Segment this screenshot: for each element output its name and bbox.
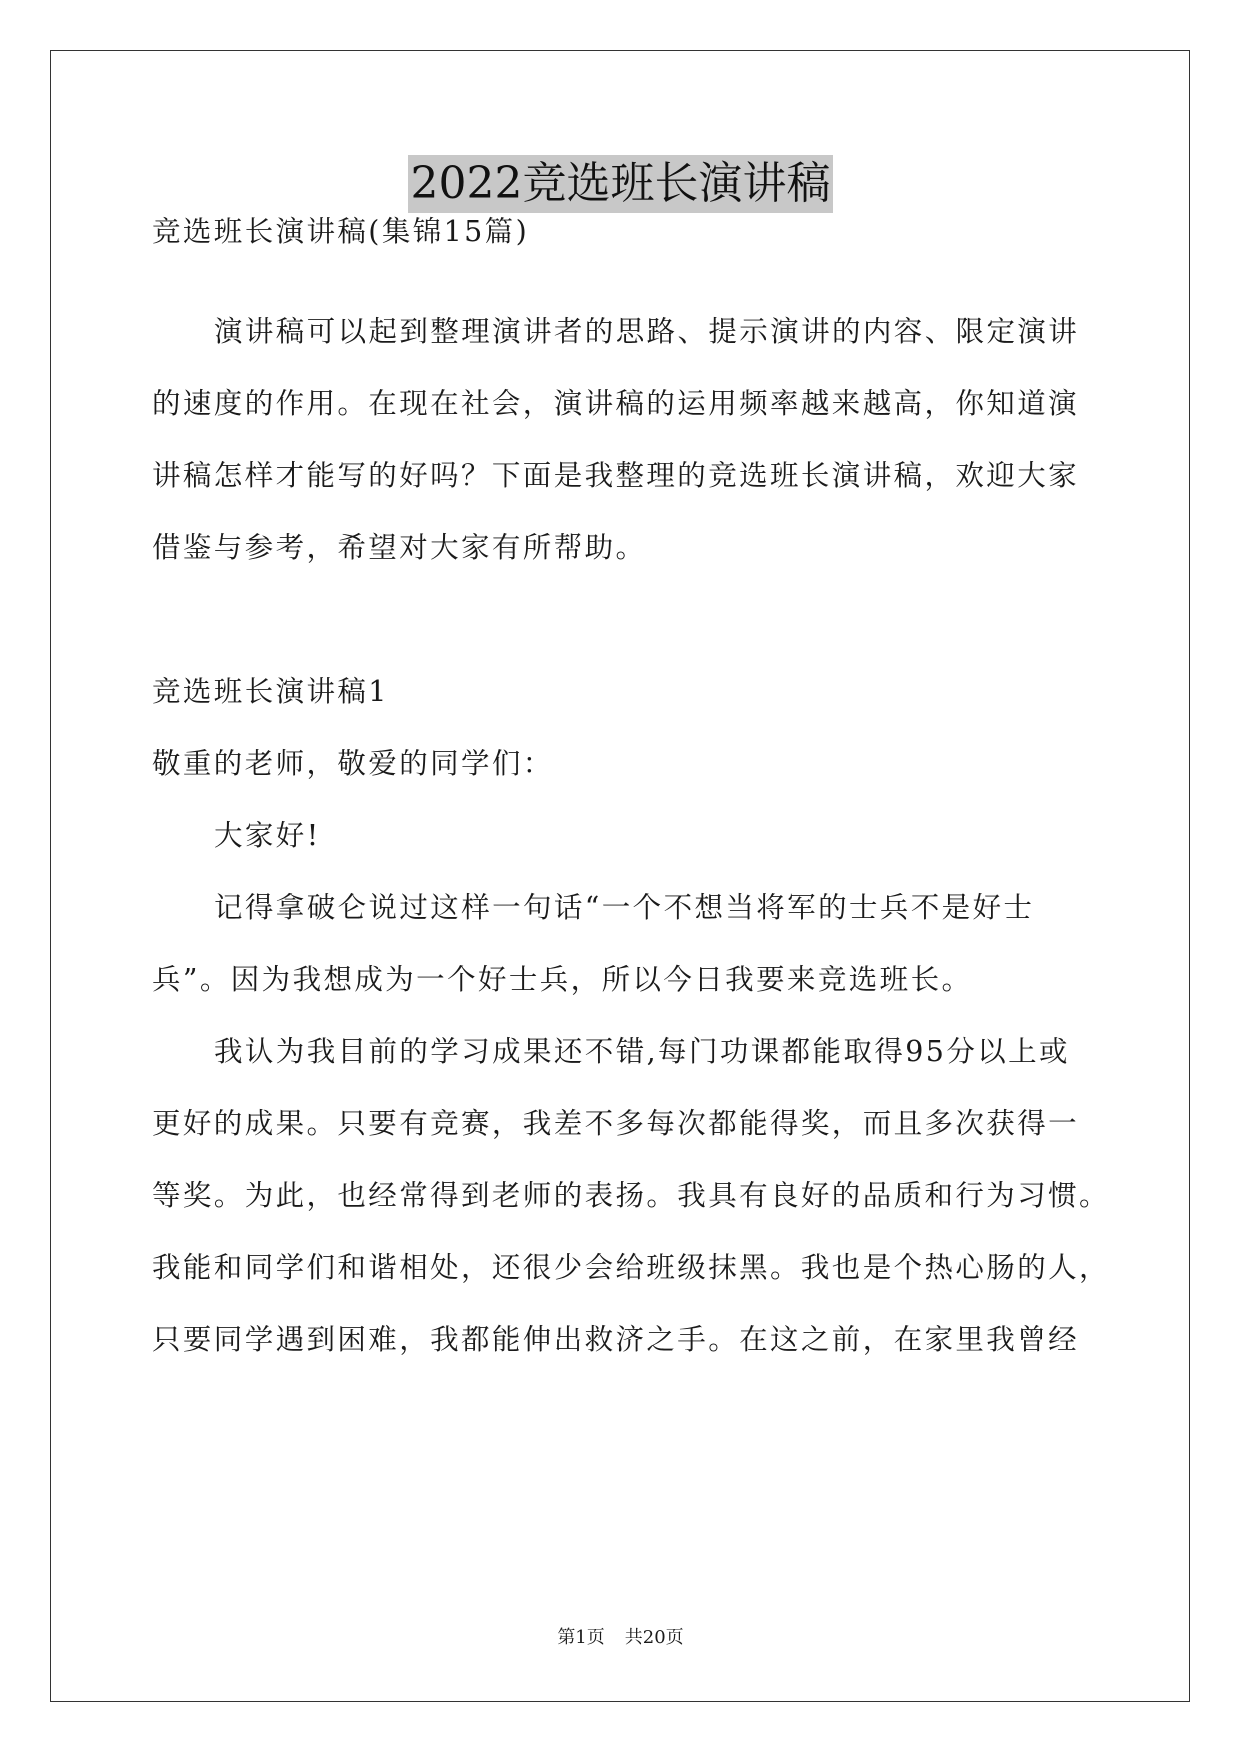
- body-line: 等奖。为此，也经常得到老师的表扬。我具有良好的品质和行为习惯。: [152, 1179, 1110, 1212]
- title-block: [0, 155, 1241, 213]
- body-line: 我认为我目前的学习成果还不错,每门功课都能取得95分以上或: [214, 1035, 1070, 1068]
- intro-line: 讲稿怎样才能写的好吗？下面是我整理的竞选班长演讲稿，欢迎大家: [152, 459, 1080, 492]
- page-border: [50, 50, 1190, 1702]
- page-number: 第1页: [557, 1627, 605, 1648]
- body-line: 兵”。因为我想成为一个好士兵，所以今日我要来竞选班长。: [152, 963, 973, 996]
- document-title: 2022竞选班长演讲稿: [408, 155, 834, 213]
- intro-line: 的速度的作用。在现在社会，演讲稿的运用频率越来越高，你知道演: [152, 387, 1080, 420]
- page-footer: [0, 1626, 1241, 1650]
- salutation: 敬重的老师，敬爱的同学们：: [152, 747, 554, 780]
- section-heading: 竞选班长演讲稿1: [152, 675, 389, 708]
- body-line: 只要同学遇到困难，我都能伸出救济之手。在这之前，在家里我曾经: [152, 1323, 1080, 1356]
- body-line: 更好的成果。只要有竞赛，我差不多每次都能得奖，而且多次获得一: [152, 1107, 1080, 1140]
- intro-line: 演讲稿可以起到整理演讲者的思路、提示演讲的内容、限定演讲: [214, 315, 1080, 348]
- body-line: 我能和同学们和谐相处，还很少会给班级抹黑。我也是个热心肠的人，: [152, 1251, 1110, 1284]
- intro-line: 借鉴与参考，希望对大家有所帮助。: [152, 531, 647, 564]
- document-subtitle: 竞选班长演讲稿(集锦15篇): [152, 215, 530, 248]
- greeting: 大家好!: [214, 819, 321, 852]
- body-line: 记得拿破仑说过这样一句话“一个不想当将军的士兵不是好士: [214, 891, 1035, 924]
- page-total: 共20页: [624, 1627, 684, 1648]
